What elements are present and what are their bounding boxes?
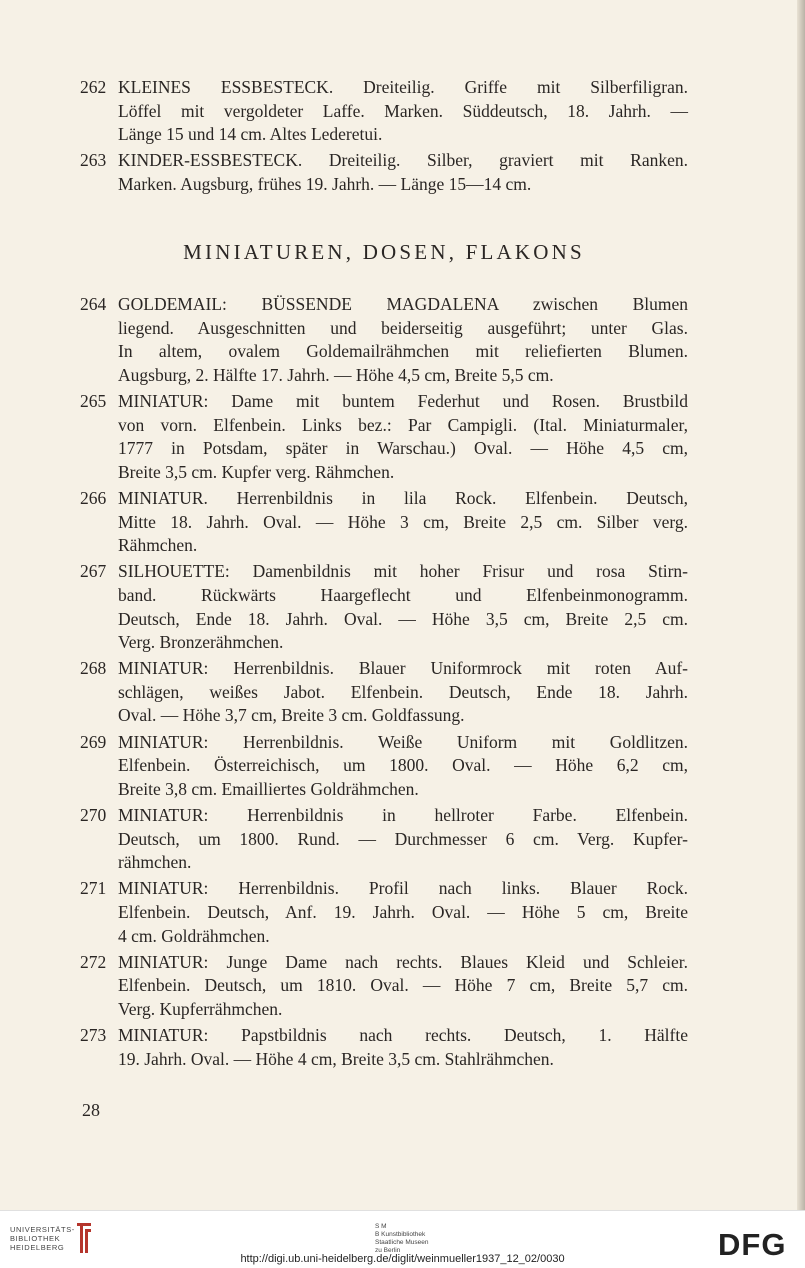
entries-top [80, 76, 688, 199]
entry-line: Rähmchen. [118, 535, 198, 556]
entry-number: 264 [80, 294, 107, 314]
catalog-entry [80, 877, 688, 948]
entry-line: In altem, ovalem Goldemailrähmchen mit reliefierten Blumen. [118, 341, 688, 362]
entry-line: Verg. Kupferrähmchen. [118, 998, 283, 1019]
entry-line: rähmchen. [118, 852, 192, 873]
entry-line: band. Rückwärts Haargeflecht und Elfenbeinmonogramm. [118, 584, 688, 605]
entry-line: Elfenbein. Deutsch, um 1810. Oval. — Höhe 7 cm, Breite 5,7 cm. [118, 975, 688, 996]
page-url[interactable]: http://digi.ub.uni-heidelberg.de/diglit/weinmueller1937_12_02/0030 [240, 1253, 565, 1265]
entry-number: 268 [80, 658, 107, 679]
entries-main [80, 293, 688, 1074]
entry-line: MINIATUR: Junge Dame nach rechts. Blaues Kleid und Schleier. [118, 951, 688, 972]
entry-line: Marken. Augsburg, frühes 19. Jahrh. — Länge 15—14 cm. [118, 173, 532, 194]
viewer-footer [0, 1210, 805, 1268]
entry-line: Verg. Bronzerähmchen. [118, 632, 284, 653]
catalog-entry [80, 804, 688, 875]
entry-line: MINIATUR: Dame mit buntem Federhut und Rosen. Brustbild [118, 390, 688, 411]
center-logo-line: B Kunstbibliothek [375, 1231, 426, 1238]
entry-number: 267 [80, 561, 107, 582]
entry-line: Oval. — Höhe 3,7 cm, Breite 3 cm. Goldfassung. [118, 705, 465, 726]
entry-number: 270 [80, 805, 107, 826]
catalog-entry [80, 560, 688, 654]
entry-line: 4 cm. Goldrähmchen. [118, 925, 270, 946]
catalog-entry [80, 951, 688, 1022]
entry-line: KINDER-ESSBESTECK. Dreiteilig. Silber, graviert mit Ranken. [118, 150, 688, 171]
entry-number: 272 [80, 951, 107, 972]
entry-line: 1777 in Potsdam, später in Warschau.) Oval. — Höhe 4,5 cm, [118, 438, 688, 459]
entry-line: Deutsch, Ende 18. Jahrh. Oval. — Höhe 3,5 cm, Breite 2,5 cm. [118, 608, 688, 629]
entry-line: Breite 3,8 cm. Emailliertes Goldrähmchen. [118, 778, 419, 799]
entry-line: MINIATUR. Herrenbildnis in lila Rock. Elfenbein. Deutsch, [118, 487, 688, 508]
entry-number: 273 [80, 1025, 107, 1046]
entry-line: Elfenbein. Österreichisch, um 1800. Oval. — Höhe 6,2 cm, [118, 755, 688, 776]
catalog-entry [80, 149, 688, 196]
entry-number: 269 [80, 731, 107, 752]
entry-line: Mitte 18. Jahrh. Oval. — Höhe 3 cm, Breite 2,5 cm. Silber verg. [118, 511, 688, 532]
catalog-entry [80, 657, 688, 728]
entry-line: MINIATUR: Herrenbildnis. Profil nach links. Blauer Rock. [118, 878, 688, 899]
university-emblem-icon [74, 1219, 94, 1257]
entry-line: Löffel mit vergoldeter Laffe. Marken. Süddeutsch, 18. Jahrh. — [118, 100, 688, 121]
entry-line: liegend. Ausgeschnitten und beiderseitig ausgeführt; unter Glas. [118, 317, 688, 338]
entry-number: 263 [80, 150, 107, 171]
catalog-entry [80, 293, 688, 387]
entry-line: schlägen, weißes Jabot. Elfenbein. Deutsch, Ende 18. Jahrh. [118, 681, 688, 702]
dfg-logo[interactable]: DFG [718, 1227, 787, 1262]
center-logo-line: zu Berlin [375, 1247, 401, 1254]
entry-line: Augsburg, 2. Hälfte 17. Jahrh. — Höhe 4,5 cm, Breite 5,5 cm. [118, 364, 554, 385]
entry-line: 19. Jahrh. Oval. — Höhe 4 cm, Breite 3,5 cm. Stahlrähmchen. [118, 1048, 554, 1069]
entry-line: von vorn. Elfenbein. Links bez.: Par Campigli. (Ital. Miniaturmaler, [118, 414, 688, 435]
entry-line: Breite 3,5 cm. Kupfer verg. Rähmchen. [118, 461, 395, 482]
page-number: 28 [82, 1100, 100, 1120]
entry-line: MINIATUR: Papstbildnis nach rechts. Deutsch, 1. Hälfte [118, 1025, 688, 1046]
entry-number: 265 [80, 390, 107, 411]
entry-line: GOLDEMAIL: BÜSSENDE MAGDALENA zwischen Blumen [118, 294, 688, 314]
entry-line: MINIATUR: Herrenbildnis. Weiße Uniform mit Goldlitzen. [118, 731, 688, 752]
catalog-entry [80, 390, 688, 484]
entry-number: 266 [80, 487, 107, 508]
entry-line: SILHOUETTE: Damenbildnis mit hoher Frisur und rosa Stirn- [118, 561, 688, 582]
entry-line: KLEINES ESSBESTECK. Dreiteilig. Griffe mit Silberfiligran. [118, 77, 688, 97]
entry-line: MINIATUR: Herrenbildnis in hellroter Farbe. Elfenbein. [118, 805, 688, 826]
entry-line: Deutsch, um 1800. Rund. — Durchmesser 6 cm. Verg. Kupfer- [118, 828, 688, 849]
center-logo-line: Staatliche Museen [375, 1239, 429, 1246]
entry-number: 271 [80, 878, 107, 899]
section-title: MINIATUREN, DOSEN, FLAKONS [183, 240, 585, 264]
uni-logo-line: HEIDELBERG [10, 1243, 65, 1252]
kunstbibliothek-logo[interactable] [375, 1223, 428, 1255]
entry-line: Länge 15 und 14 cm. Altes Lederetui. [118, 124, 383, 145]
catalog-entry [80, 731, 688, 802]
entry-number: 262 [80, 77, 107, 97]
center-logo-line: S M [375, 1223, 387, 1230]
uni-logo-line: UNIVERSITÄTS- [10, 1225, 75, 1234]
entry-line: Elfenbein. Deutsch, Anf. 19. Jahrh. Oval. — Höhe 5 cm, Breite [118, 902, 688, 922]
catalog-entry [80, 76, 688, 147]
entry-line: MINIATUR: Herrenbildnis. Blauer Uniformrock mit roten Auf- [118, 658, 688, 679]
university-library-logo[interactable] [10, 1225, 75, 1252]
uni-logo-line: BIBLIOTHEK [10, 1234, 61, 1243]
catalog-entry [80, 1024, 688, 1071]
page-edge [797, 0, 805, 1210]
catalog-entry [80, 487, 688, 558]
